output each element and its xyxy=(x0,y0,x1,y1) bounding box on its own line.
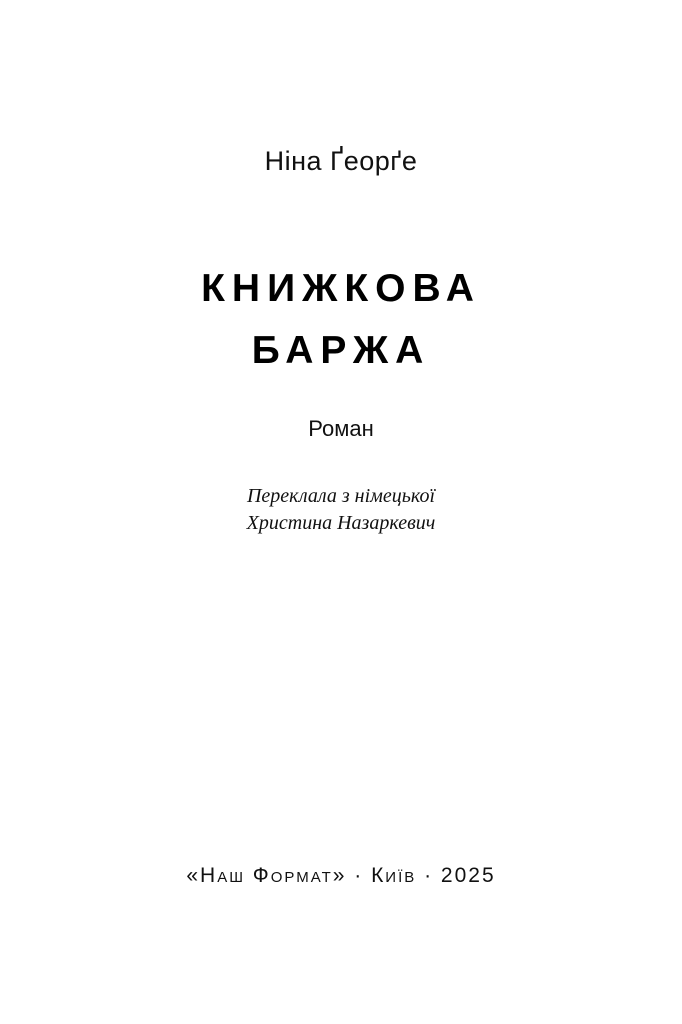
book-title-line1: КНИЖКОВА xyxy=(201,267,481,310)
translator-credit-line2: Христина Назаркевич xyxy=(246,512,436,534)
translator-credit xyxy=(0,483,682,537)
translator-credit-line1: Переклала з німецької xyxy=(246,485,436,507)
author-name: Ніна Ґеорґе xyxy=(264,146,418,176)
book-title xyxy=(0,258,682,382)
genre-label: Роман xyxy=(308,416,374,441)
book-title-line2: БАРЖА xyxy=(251,329,431,372)
publisher-imprint: «Наш Формат» · Київ · 2025 xyxy=(186,864,496,887)
